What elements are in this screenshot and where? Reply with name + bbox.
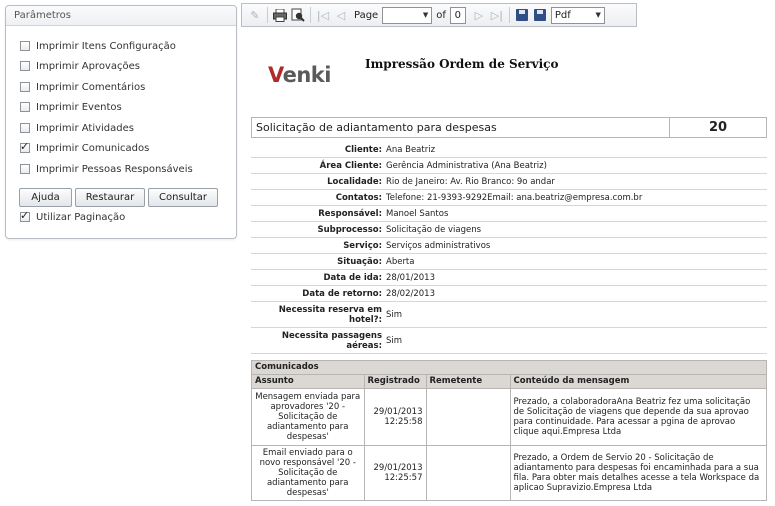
page-select[interactable] bbox=[382, 7, 432, 24]
restore-button[interactable]: Restaurar bbox=[75, 188, 145, 207]
field-value: Rio de Janeiro: Av. Rio Branco: 9o andar bbox=[386, 176, 555, 187]
checkbox-box[interactable] bbox=[20, 41, 30, 51]
field-label: Data de ida: bbox=[323, 272, 382, 283]
field-label: Localidade: bbox=[327, 176, 382, 187]
field-value: Gerência Administrativa (Ana Beatriz) bbox=[386, 160, 547, 171]
field-row bbox=[251, 222, 767, 238]
checkbox-label: Imprimir Itens Configuração bbox=[36, 40, 176, 52]
field-label: Cliente: bbox=[344, 144, 382, 155]
checkbox-print-comments[interactable] bbox=[20, 80, 145, 94]
checkbox-label: Imprimir Aprovações bbox=[36, 60, 140, 72]
field-label: Necessita reserva em hotel?: bbox=[278, 304, 382, 325]
help-button[interactable]: Ajuda bbox=[19, 188, 72, 207]
field-value: Aberta bbox=[386, 256, 415, 267]
cell-content: Prezado, a Ordem de Servio 20 - Solicitação de adiantamento para despesas foi encaminhada para a sua fila. Para obter mais detalhes acesse a tela Workspace da aplicao Supravizio.Empresa Ltda bbox=[513, 452, 760, 493]
field-value: Sim bbox=[386, 335, 403, 346]
checkbox-label: Imprimir Eventos bbox=[36, 101, 122, 113]
communications-table bbox=[252, 375, 766, 500]
first-page-icon[interactable]: |◁ bbox=[316, 8, 330, 22]
checkbox-label: Imprimir Comunicados bbox=[36, 142, 150, 154]
toolbar-separator bbox=[267, 7, 268, 23]
last-page-icon[interactable]: ▷| bbox=[490, 8, 503, 22]
checkbox-print-events[interactable] bbox=[20, 100, 122, 114]
checkbox-print-communications[interactable] bbox=[20, 141, 149, 155]
report-title: Impressão Ordem de Serviço bbox=[365, 57, 559, 71]
checkbox-label: Utilizar Paginação bbox=[36, 211, 126, 223]
page-label: Page bbox=[354, 9, 379, 21]
field-row bbox=[251, 158, 767, 174]
checkbox-box[interactable] bbox=[20, 143, 30, 153]
cell-content: Prezado, a colaboradoraAna Beatriz fez uma solicitação de Solicitação de viagens que depende da sua aprovao para continuidade. Para acessar a pgina de aprovao clique aqui.Empresa Ltda bbox=[510, 388, 766, 445]
field-label: Data de retorno: bbox=[302, 288, 382, 299]
field-value: Manoel Santos bbox=[386, 208, 449, 219]
checkbox-use-pagination[interactable] bbox=[20, 210, 125, 224]
export-format-value: Pdf bbox=[554, 9, 571, 21]
report-toolbar bbox=[241, 3, 637, 27]
checkbox-print-activities[interactable] bbox=[20, 121, 134, 135]
field-row bbox=[251, 302, 767, 328]
header-sender: Remetente bbox=[426, 375, 510, 388]
field-label: Área Cliente: bbox=[319, 160, 382, 171]
field-value: 28/01/2013 bbox=[386, 272, 435, 283]
export-format-select[interactable] bbox=[551, 7, 605, 24]
checkbox-label: Imprimir Atividades bbox=[36, 122, 134, 134]
field-value: 28/02/2013 bbox=[386, 288, 435, 299]
subject-box bbox=[251, 117, 767, 138]
communications-title: Comunicados bbox=[252, 361, 766, 375]
field-value: Solicitação de viagens bbox=[386, 224, 482, 235]
checkbox-box[interactable] bbox=[20, 61, 30, 71]
query-button[interactable]: Consultar bbox=[148, 188, 218, 207]
service-order-subject: Solicitação de adiantamento para despesas bbox=[252, 118, 670, 137]
checkbox-box[interactable] bbox=[20, 82, 30, 92]
print-preview-icon[interactable] bbox=[290, 7, 306, 23]
field-label: Contatos: bbox=[335, 192, 382, 203]
checkbox-label: Imprimir Pessoas Responsáveis bbox=[36, 163, 193, 175]
logo-accent: V bbox=[268, 63, 283, 87]
previous-page-icon[interactable]: ◁ bbox=[336, 8, 346, 22]
field-label: Serviço: bbox=[343, 240, 382, 251]
checkbox-box[interactable] bbox=[20, 212, 30, 222]
field-row bbox=[251, 286, 767, 302]
chevron-down-icon: ▼ bbox=[422, 11, 429, 19]
field-value: Sim bbox=[386, 309, 403, 320]
header-subject: Assunto bbox=[252, 375, 364, 388]
field-row bbox=[251, 190, 767, 206]
field-row bbox=[251, 206, 767, 222]
save-icon[interactable] bbox=[514, 7, 530, 23]
field-label: Situação: bbox=[337, 256, 382, 267]
cell-registered: 29/01/2013 12:25:58 bbox=[364, 388, 426, 445]
table-row bbox=[252, 445, 766, 500]
total-pages: 0 bbox=[450, 7, 466, 24]
field-label: Responsável: bbox=[318, 208, 382, 219]
field-value: Telefone: 21-9393-9292Email: ana.beatriz@empresa.com.br bbox=[386, 192, 643, 203]
cell-registered: 29/01/2013 12:25:57 bbox=[364, 445, 426, 500]
checkbox-print-approvals[interactable] bbox=[20, 59, 140, 73]
header-content: Conteúdo da mensagem bbox=[510, 375, 766, 388]
toolbar-separator bbox=[509, 7, 510, 23]
pencil-icon[interactable]: ✎ bbox=[250, 8, 260, 22]
of-label: of bbox=[436, 9, 446, 21]
table-header-row bbox=[252, 375, 766, 388]
field-value: Ana Beatriz bbox=[386, 144, 436, 155]
chevron-down-icon: ▼ bbox=[595, 11, 601, 19]
header-registered: Registrado bbox=[364, 375, 426, 388]
field-row bbox=[251, 254, 767, 270]
field-row bbox=[251, 174, 767, 190]
next-page-icon[interactable]: ▷ bbox=[474, 8, 484, 22]
checkbox-print-config-items[interactable] bbox=[20, 39, 176, 53]
checkbox-label: Imprimir Comentários bbox=[36, 81, 146, 93]
toolbar-separator bbox=[310, 7, 311, 23]
field-row bbox=[251, 328, 767, 354]
parameters-title: Parâmetros bbox=[6, 6, 236, 26]
printer-icon[interactable] bbox=[272, 7, 288, 23]
cell-subject: Mensagem enviada para aprovadores '20 - Solicitação de adiantamento para despesas' bbox=[252, 388, 364, 445]
checkbox-box[interactable] bbox=[20, 164, 30, 174]
communications-section bbox=[251, 360, 767, 501]
table-row bbox=[252, 388, 766, 445]
order-details bbox=[251, 142, 767, 354]
field-row bbox=[251, 142, 767, 158]
parameters-panel bbox=[5, 5, 237, 239]
checkbox-print-responsible-people[interactable] bbox=[20, 162, 193, 176]
service-order-number: 20 bbox=[708, 120, 728, 135]
export-save-icon[interactable] bbox=[532, 7, 548, 23]
logo-text: enki bbox=[282, 63, 331, 87]
field-row bbox=[251, 238, 767, 254]
checkbox-box[interactable] bbox=[20, 102, 30, 112]
cell-sender bbox=[426, 388, 510, 445]
cell-subject: Email enviado para o novo responsável '20 - Solicitação de adiantamento para despesas' bbox=[252, 445, 364, 500]
field-label: Necessita passagens aéreas: bbox=[281, 330, 382, 351]
field-value: Serviços administrativos bbox=[386, 240, 491, 251]
field-label: Subprocesso: bbox=[317, 224, 382, 235]
field-row bbox=[251, 270, 767, 286]
cell-sender bbox=[426, 445, 510, 500]
venki-logo bbox=[268, 63, 331, 87]
checkbox-box[interactable] bbox=[20, 123, 30, 133]
